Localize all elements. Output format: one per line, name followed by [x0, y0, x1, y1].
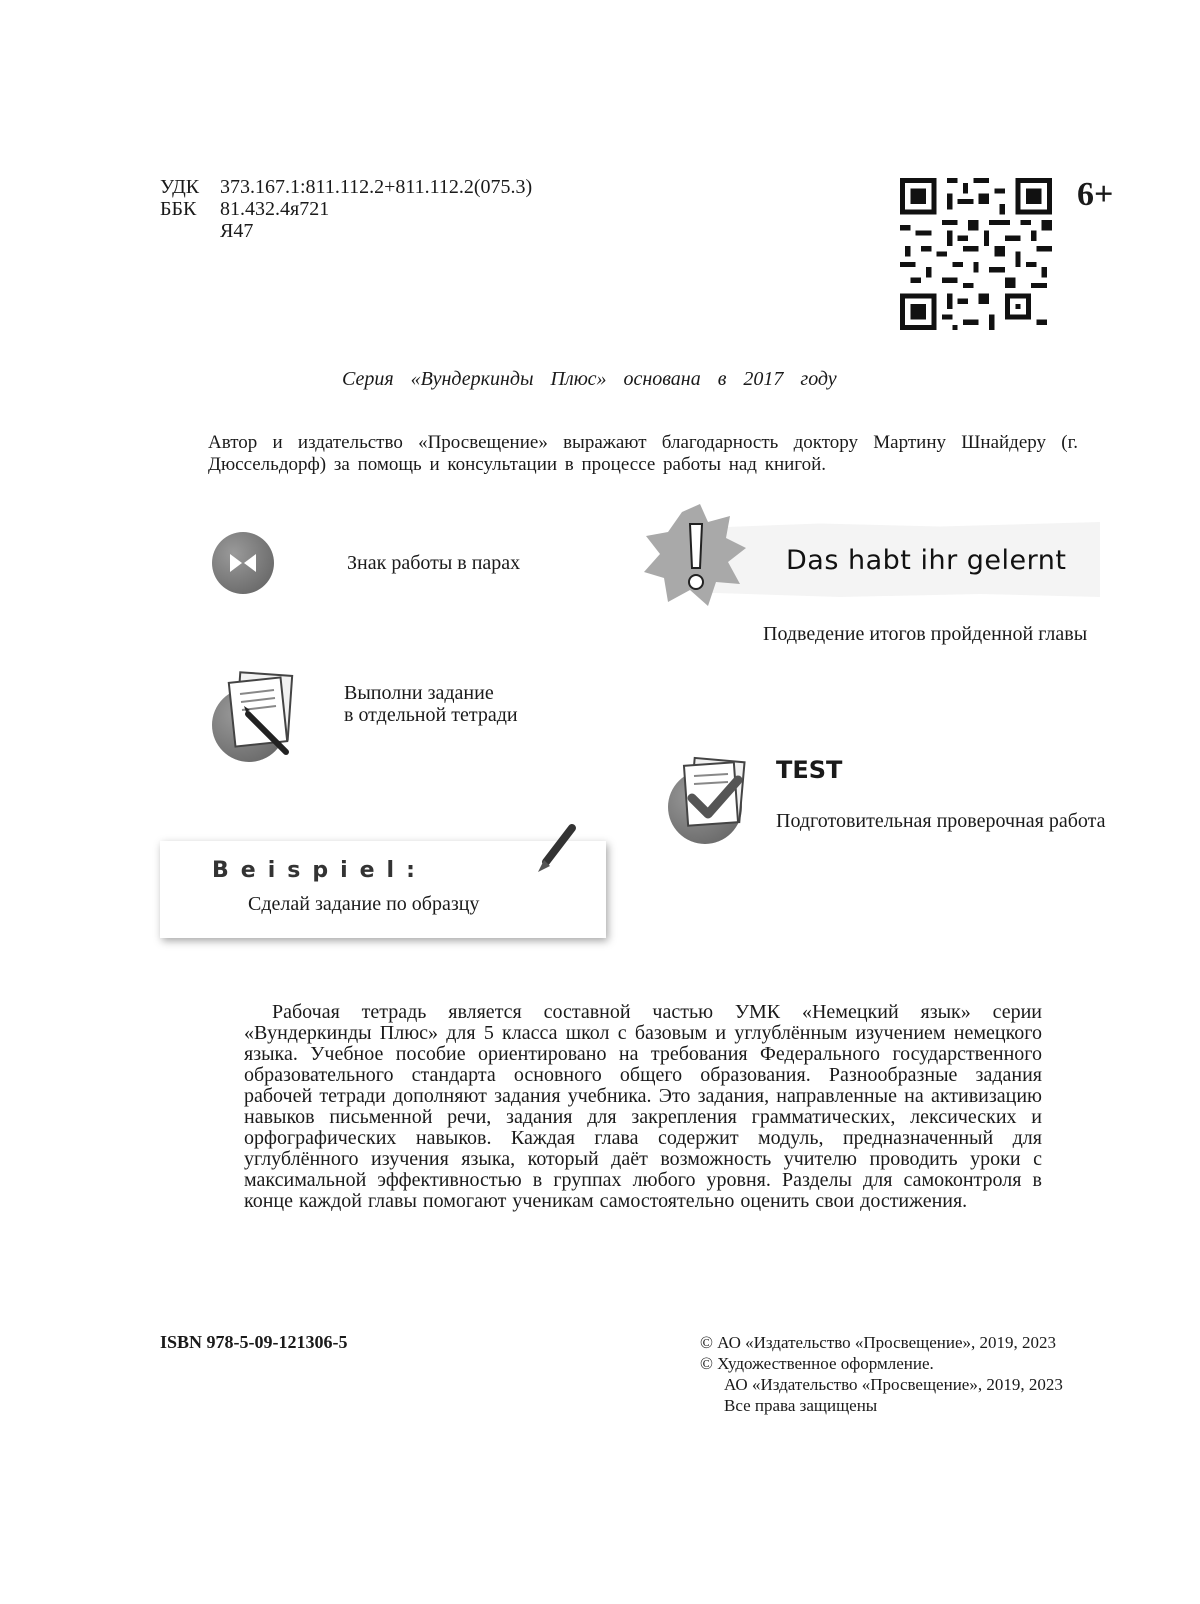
- notebook-label: [344, 682, 518, 726]
- author-code: Я47: [220, 220, 254, 242]
- beispiel-desc: Сделай задание по образцу: [248, 893, 480, 915]
- copyright-line-1: © АО «Издательство «Просвещение», 2019, 2023: [700, 1333, 1057, 1352]
- notebook-label-line1: Выполни задание: [344, 682, 494, 704]
- beispiel-title: Beispiel:: [212, 858, 427, 883]
- exclamation-icon: [642, 502, 752, 612]
- udk-label: УДК: [160, 176, 200, 198]
- bibliographic-codes: [160, 176, 532, 242]
- test-title: TEST: [776, 756, 843, 784]
- test-desc: Подготовительная проверочная работа: [776, 810, 1106, 832]
- pair-work-label: Знак работы в парах: [347, 552, 521, 574]
- workbook-description: Рабочая тетрадь является составной частью УМК «Немецкий язык» серии «Вундеркинды Плюс» для 5 класса школ с базовым и углублённым изучением немецкого языка. Учебное пособие ориентировано на требования Федерального государственного образовательного стандарта основного общего образования. Разнообразные задания рабочей тетради дополняют задания учебника. Это задания, направленные на активизацию навыков письменной речи, задания для закрепления грамматических, лексических и орфографических навыков. Каждая глава содержит модуль, предназначенный для углублённого изучения языка, который даёт возможность учителю проводить уроки с максимальной эффективностью в группах любого уровня. Разделы для самоконтроля в конце каждой главы помогают ученикам самостоятельно оценить свои достижения.: [244, 1001, 1042, 1212]
- copyright-line-4: Все права защищены: [724, 1396, 878, 1415]
- bbk-label: ББК: [160, 198, 197, 220]
- bbk-value: 81.432.4я721: [220, 198, 330, 220]
- test-icon: [668, 754, 760, 846]
- qr-code: [900, 178, 1052, 330]
- summary-banner-text: Das habt ihr gelernt: [786, 545, 1067, 576]
- copyright-line-3: АО «Издательство «Просвещение», 2019, 2023: [724, 1375, 1063, 1394]
- pair-work-icon: [212, 532, 274, 594]
- copyright-block: [700, 1332, 1063, 1416]
- summary-desc: Подведение итогов пройденной главы: [763, 623, 1088, 645]
- udk-value: 373.167.1:811.112.2+811.112.2(075.3): [220, 176, 533, 198]
- notebook-label-line2: в отдельной тетради: [344, 704, 518, 726]
- series-line: Серия «Вундеркинды Плюс» основана в 2017 году: [342, 368, 837, 390]
- copyright-line-2: © Художественное оформление.: [700, 1354, 934, 1373]
- isbn: ISBN 978-5-09-121306-5: [160, 1332, 348, 1352]
- pencil-icon: [534, 822, 580, 876]
- notebook-icon: [210, 668, 306, 764]
- age-rating: 6+: [1077, 176, 1114, 213]
- acknowledgements: Автор и издательство «Просвещение» выражают благодарность доктору Мартину Шнайдеру (г. Дюссельдорф) за помощь и консультации в процессе работы над книгой.: [208, 432, 1078, 475]
